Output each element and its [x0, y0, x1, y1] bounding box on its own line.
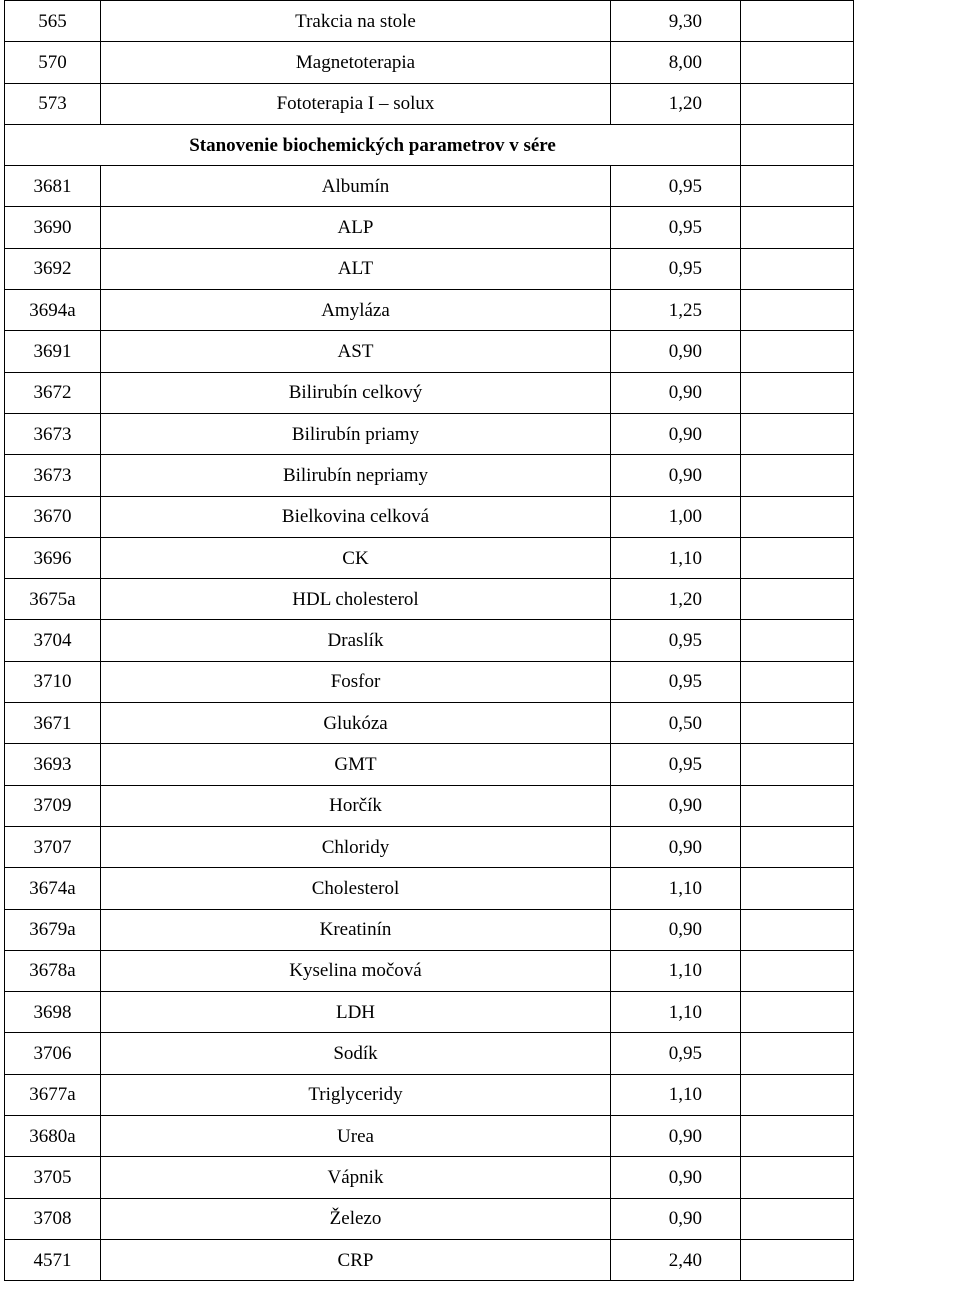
table-row — [5, 1239, 854, 1280]
table-row — [5, 992, 854, 1033]
section-header-row — [5, 124, 854, 165]
empty-cell — [741, 992, 854, 1033]
table-row — [5, 248, 854, 289]
code-cell: 3673 — [5, 455, 101, 496]
value-cell: 0,90 — [611, 331, 741, 372]
empty-cell — [741, 1239, 854, 1280]
value-cell: 0,90 — [611, 826, 741, 867]
price-table-body — [5, 1, 854, 1281]
value-cell: 0,95 — [611, 166, 741, 207]
name-cell: Draslík — [101, 620, 611, 661]
code-cell: 3678a — [5, 950, 101, 991]
name-cell: HDL cholesterol — [101, 579, 611, 620]
section-title: Stanovenie biochemických parametrov v sére — [5, 124, 741, 165]
code-cell: 3709 — [5, 785, 101, 826]
value-cell: 9,30 — [611, 1, 741, 42]
name-cell: Triglyceridy — [101, 1074, 611, 1115]
value-cell: 1,10 — [611, 992, 741, 1033]
table-row — [5, 1157, 854, 1198]
table-row — [5, 1198, 854, 1239]
code-cell: 3710 — [5, 661, 101, 702]
name-cell: ALP — [101, 207, 611, 248]
empty-cell — [741, 166, 854, 207]
value-cell: 1,00 — [611, 496, 741, 537]
code-cell: 3677a — [5, 1074, 101, 1115]
table-row — [5, 620, 854, 661]
value-cell: 8,00 — [611, 42, 741, 83]
value-cell: 0,50 — [611, 703, 741, 744]
empty-cell — [741, 785, 854, 826]
name-cell: Fototerapia I – solux — [101, 83, 611, 124]
table-row — [5, 413, 854, 454]
code-cell: 3690 — [5, 207, 101, 248]
value-cell: 0,90 — [611, 413, 741, 454]
name-cell: Železo — [101, 1198, 611, 1239]
empty-cell — [741, 950, 854, 991]
value-cell: 0,90 — [611, 909, 741, 950]
empty-cell — [741, 413, 854, 454]
empty-cell — [741, 1, 854, 42]
code-cell: 3708 — [5, 1198, 101, 1239]
code-cell: 3707 — [5, 826, 101, 867]
empty-cell — [741, 1033, 854, 1074]
value-cell: 0,90 — [611, 785, 741, 826]
table-row — [5, 496, 854, 537]
table-row — [5, 1116, 854, 1157]
empty-cell — [741, 703, 854, 744]
name-cell: Bilirubín celkový — [101, 372, 611, 413]
value-cell: 1,25 — [611, 290, 741, 331]
table-row — [5, 1074, 854, 1115]
name-cell: Glukóza — [101, 703, 611, 744]
value-cell: 0,95 — [611, 248, 741, 289]
value-cell: 0,90 — [611, 1116, 741, 1157]
name-cell: Chloridy — [101, 826, 611, 867]
name-cell: Vápnik — [101, 1157, 611, 1198]
table-row — [5, 537, 854, 578]
empty-cell — [741, 909, 854, 950]
value-cell: 1,10 — [611, 868, 741, 909]
empty-cell — [741, 868, 854, 909]
name-cell: Fosfor — [101, 661, 611, 702]
table-row — [5, 166, 854, 207]
empty-cell — [741, 83, 854, 124]
empty-cell — [741, 744, 854, 785]
code-cell: 573 — [5, 83, 101, 124]
empty-cell — [741, 1198, 854, 1239]
value-cell: 1,10 — [611, 1074, 741, 1115]
code-cell: 3691 — [5, 331, 101, 372]
name-cell: AST — [101, 331, 611, 372]
table-row — [5, 826, 854, 867]
code-cell: 4571 — [5, 1239, 101, 1280]
name-cell: Trakcia na stole — [101, 1, 611, 42]
value-cell: 0,95 — [611, 1033, 741, 1074]
value-cell: 0,95 — [611, 207, 741, 248]
table-row — [5, 331, 854, 372]
table-row — [5, 579, 854, 620]
name-cell: Urea — [101, 1116, 611, 1157]
name-cell: Albumín — [101, 166, 611, 207]
value-cell: 1,10 — [611, 537, 741, 578]
value-cell: 0,90 — [611, 455, 741, 496]
code-cell: 3670 — [5, 496, 101, 537]
code-cell: 3692 — [5, 248, 101, 289]
code-cell: 3672 — [5, 372, 101, 413]
value-cell: 0,90 — [611, 1198, 741, 1239]
table-row — [5, 372, 854, 413]
empty-cell — [741, 537, 854, 578]
empty-cell — [741, 124, 854, 165]
value-cell: 2,40 — [611, 1239, 741, 1280]
name-cell: Bilirubín nepriamy — [101, 455, 611, 496]
code-cell: 3698 — [5, 992, 101, 1033]
table-row — [5, 290, 854, 331]
table-row — [5, 785, 854, 826]
price-table — [4, 0, 854, 1281]
value-cell: 1,20 — [611, 579, 741, 620]
table-row — [5, 703, 854, 744]
value-cell: 0,95 — [611, 744, 741, 785]
code-cell: 3696 — [5, 537, 101, 578]
table-row — [5, 42, 854, 83]
table-row — [5, 1, 854, 42]
code-cell: 3680a — [5, 1116, 101, 1157]
code-cell: 3704 — [5, 620, 101, 661]
empty-cell — [741, 248, 854, 289]
empty-cell — [741, 496, 854, 537]
empty-cell — [741, 331, 854, 372]
code-cell: 3693 — [5, 744, 101, 785]
value-cell: 0,95 — [611, 620, 741, 661]
code-cell: 3673 — [5, 413, 101, 454]
table-row — [5, 950, 854, 991]
name-cell: Horčík — [101, 785, 611, 826]
name-cell: Cholesterol — [101, 868, 611, 909]
name-cell: CRP — [101, 1239, 611, 1280]
name-cell: LDH — [101, 992, 611, 1033]
code-cell: 3681 — [5, 166, 101, 207]
code-cell: 3674a — [5, 868, 101, 909]
name-cell: Kyselina močová — [101, 950, 611, 991]
empty-cell — [741, 826, 854, 867]
name-cell: Bielkovina celková — [101, 496, 611, 537]
name-cell: Bilirubín priamy — [101, 413, 611, 454]
code-cell: 3675a — [5, 579, 101, 620]
empty-cell — [741, 1074, 854, 1115]
table-row — [5, 661, 854, 702]
code-cell: 565 — [5, 1, 101, 42]
empty-cell — [741, 661, 854, 702]
name-cell: Sodík — [101, 1033, 611, 1074]
code-cell: 3705 — [5, 1157, 101, 1198]
empty-cell — [741, 1116, 854, 1157]
empty-cell — [741, 290, 854, 331]
value-cell: 1,10 — [611, 950, 741, 991]
empty-cell — [741, 207, 854, 248]
empty-cell — [741, 455, 854, 496]
name-cell: Amyláza — [101, 290, 611, 331]
name-cell: GMT — [101, 744, 611, 785]
table-row — [5, 1033, 854, 1074]
empty-cell — [741, 42, 854, 83]
table-row — [5, 83, 854, 124]
code-cell: 3706 — [5, 1033, 101, 1074]
code-cell: 3694a — [5, 290, 101, 331]
empty-cell — [741, 372, 854, 413]
name-cell: Kreatinín — [101, 909, 611, 950]
value-cell: 0,95 — [611, 661, 741, 702]
code-cell: 3671 — [5, 703, 101, 744]
name-cell: CK — [101, 537, 611, 578]
empty-cell — [741, 579, 854, 620]
empty-cell — [741, 620, 854, 661]
table-row — [5, 744, 854, 785]
value-cell: 0,90 — [611, 372, 741, 413]
table-row — [5, 455, 854, 496]
empty-cell — [741, 1157, 854, 1198]
code-cell: 3679a — [5, 909, 101, 950]
name-cell: ALT — [101, 248, 611, 289]
table-row — [5, 909, 854, 950]
table-row — [5, 207, 854, 248]
table-row — [5, 868, 854, 909]
value-cell: 1,20 — [611, 83, 741, 124]
name-cell: Magnetoterapia — [101, 42, 611, 83]
value-cell: 0,90 — [611, 1157, 741, 1198]
code-cell: 570 — [5, 42, 101, 83]
